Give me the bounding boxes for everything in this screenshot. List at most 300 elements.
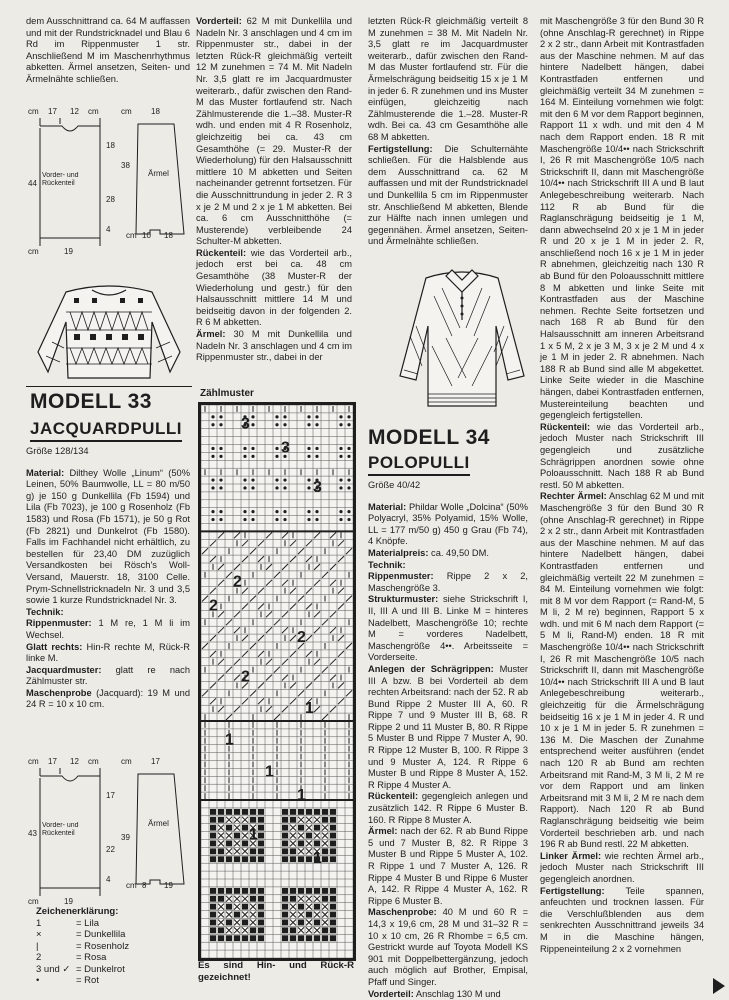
label: Ärmel: [196,329,226,340]
chart-cell-dot [283,423,286,426]
chart-cell-filled [330,825,336,831]
chart-cell-filled [258,896,264,902]
dim-label: 19 [64,247,73,256]
chart-cell-slash [226,619,232,625]
chart-cell-cross [218,920,224,926]
legend-text: = Dunkelrot [76,963,125,975]
value: 62 M mit Dunkellila und Nadeln Nr. 3 anschlagen und 4 cm im Rippenmuster str., dabei in der letzten Rück-R gleichmäßig verteilt 12 M zunehmen = 74 M. Mit Nadeln Nr. 3,5 glatt re im Jacquardmuster weiterarb., dafür zwischen den Rand-M das Muster fortlaufend str. Nach Zählmusterende die 1.–38. Muster-R wdh. und enden mit 4 R Rosenholz, gleichzeitig bei ca. 43 cm Gesamthöhe (= 29. Muster-R der Wiederholung) für den Halsausschnitt mittlere 10 M abketten und Seiten nacheinander getrennt fortsetzen. Für die Ausschnittrundung in jeder 2. R 3 x je 2 M und 2 x je 1 M abketten. Bei ca. 6 cm Ausschnitthöhe (= Musterende) verbleibende 24 Schulter-M abketten. [196,16,352,247]
chart-cell-dot [347,423,350,426]
chart-cell-slash [266,627,272,633]
chart-cell-cross [250,904,256,910]
chart-cell-slash [346,690,352,696]
chart-cell-cross [298,912,304,918]
chart-cell-dot [315,518,318,521]
value: gegengleich anlegen und zusätzlich 142. R Rippe 6 Muster B. 160. R Rippe 8 Muster A. [368,791,528,825]
chart-cell-dot [339,510,342,513]
chart-cell-filled [258,825,264,831]
chart-cell-slash [274,572,280,578]
chart-cell-slash [306,604,312,610]
value: glatt re nach Zählmuster str. [26,664,190,687]
chart-cell-cross [234,817,240,823]
chart-cell-filled [322,809,328,815]
chart-color-number: 2 [241,668,250,686]
chart-cell-filled [322,817,328,823]
chart-cell-filled [210,833,216,839]
dim-label: cm [28,897,39,906]
chart-cell-filled [250,935,256,941]
dim-label: 22 [106,845,115,854]
label: Rechter Ärmel: [540,491,607,502]
chart-cell-filled [298,920,304,926]
chart-cell-filled [298,888,304,894]
chart-color-number: 3 [241,415,250,433]
chart-cell-dot [251,486,254,489]
chart-cell-slash [282,659,288,665]
chart-cell-cross [322,920,328,926]
value: wie das Vorderteil arb., jedoch erst bei ca. 48 cm Gesamthöhe (38 Muster-R der Wiederholung und gestr.) für den Halsausschnitt mittlere 14 M und beidseitig davon in der folgenden 2. R 6 M abketten. [196,247,352,328]
chart-cell-slash [306,635,312,641]
chart-cell-filled [242,904,248,910]
chart-cell-filled [218,927,224,933]
value: Hin-R rechte M, Rück-R linke M. [26,641,190,664]
chart-cell-dot [275,423,278,426]
chart-cell-slash [242,635,248,641]
chart-cell-filled [234,935,240,941]
value: Phildar Wolle „Dolcina“ (50% Polyacryl, 35% Polyamid, 15% Wolle, LL = 177 m/50 g) 450 g Grau (Fb 74), 4 Knöpfe. [368,501,528,547]
chart-cell-filled [258,833,264,839]
chart-cell-slash [258,604,264,610]
chart-cell-dot [219,423,222,426]
chart-cell-cross [314,912,320,918]
chart-cell-slash [202,690,208,696]
value: 40 M und 60 R = 14,3 x 19,6 cm, 28 M und 31–32 R = 10 x 10 cm, 26 R Rhombe = 6,5 cm. Gestrickt wurde auf Toyota Modell KS 901 mit Doppelbettergänzung, jedoch auch möglich auf Brother, Empisal, Pfaff und Singer. [368,907,528,987]
chart-color-number: 1 [249,826,258,844]
chart-cell-filled [226,888,232,894]
chart-cell-dot [315,510,318,513]
chart-cell-filled [234,809,240,815]
legend-symbol: × [36,929,42,940]
dim-label: 17 [106,791,115,800]
chart-cell-cross [290,904,296,910]
model-34-subtitle: POLOPULLI [368,453,470,476]
chart-cell-filled [306,935,312,941]
divider [26,386,192,387]
chart-cell-slash [266,532,272,538]
col3-top-text [368,16,528,248]
chart-cell-filled [322,927,328,933]
chart-cell-cross [314,817,320,823]
chart-cell-slash [242,540,248,546]
chart-cell-filled [242,809,248,815]
chart-cell-slash [314,675,320,681]
chart-cell-dot [339,518,342,521]
legend-item [36,929,186,941]
value: Rippe 2 x 2, Maschengröße 3. [368,571,528,593]
chart-note-text: Es sind Hin- und Rück-R gezeichnet! [198,960,354,983]
chart-cell-dot [211,415,214,418]
col4-text [540,16,704,955]
chart-cell-dot [275,486,278,489]
chart-cell-filled [226,809,232,815]
chart-cell-slash [290,588,296,594]
chart-cell-filled [290,817,296,823]
legend-text: = Lila [76,917,99,929]
chart-cell-slash [274,714,280,720]
chart-cell-dot [315,447,318,450]
chart-cell-dot [243,447,246,450]
chart-cell-slash [330,532,336,538]
chart-cell-slash [242,698,248,704]
chart-cell-filled [282,848,288,854]
chart-cell-slash [282,675,288,681]
diagram-label: Vorder- und Rückenteil [42,172,79,187]
chart-cell-slash [210,683,216,689]
legend-item [36,952,186,964]
label: Rückenteil: [196,247,247,258]
chart-cell-filled [210,841,216,847]
chart-cell-cross [242,896,248,902]
chart-cell-slash [338,635,344,641]
chart-cell-dot [251,455,254,458]
chart-cell-slash [218,659,224,665]
chart-cell-dot [315,415,318,418]
chart-cell-slash [210,635,216,641]
dim-label: cm [28,107,39,116]
chart-cell-cross [314,833,320,839]
chart-cell-dot [219,510,222,513]
chart-cell-cross [298,817,304,823]
value: wie das Vorderteil arb., jedoch Muster nach Strickschrift III gegengleich und zusätzliche Schrägrippen anordnen sowie ohne Poloausschnitt. Nach 188 R ab Bund restl. 50 M abketten. [540,421,704,490]
label: Ärmel: [368,826,398,837]
dim-label: cm [126,881,137,890]
chart-cell-filled [306,888,312,894]
chart-cell-dot [211,447,214,450]
chart-cell-filled [258,935,264,941]
chart-cell-slash [338,651,344,657]
chart-cell-dot [315,455,318,458]
chart-cell-cross [306,841,312,847]
chart-cell-filled [226,841,232,847]
chart-cell-dot [219,486,222,489]
label: Maschenprobe: [368,907,437,918]
chart-cell-filled [210,896,216,902]
chart-cell-slash [314,627,320,633]
chart-cell-filled [210,848,216,854]
chart-cell-cross [242,833,248,839]
chart-cell-slash [210,588,216,594]
chart-cell-filled [210,935,216,941]
chart-cell-slash [346,643,352,649]
chart-cell-slash [250,548,256,554]
chart-cell-dot [339,423,342,426]
chart-cell-filled [242,856,248,862]
chart-cell-filled [282,920,288,926]
chart-cell-cross [298,833,304,839]
chart-cell-dot [275,510,278,513]
chart-cell-cross [290,841,296,847]
chart-cell-dot [275,415,278,418]
chart-cell-cross [218,825,224,831]
chart-cell-slash [306,588,312,594]
chart-title: Zählmuster [200,388,254,399]
chart-cell-dot [347,478,350,481]
chart-cell-dot [219,447,222,450]
chart-cell-filled [234,833,240,839]
chart-cell-filled [290,848,296,854]
chart-cell-dot [219,415,222,418]
label: Rippenmuster: [368,571,434,582]
dim-label: cm [126,231,137,240]
chart-cell-cross [234,896,240,902]
chart-cell-filled [322,856,328,862]
value: Anschlag 130 M und [415,988,501,999]
chart-cell-slash [282,564,288,570]
chart-cell-filled [322,896,328,902]
chart-cell-filled [306,833,312,839]
col1-top-text [26,16,190,86]
chart-cell-filled [258,817,264,823]
legend-item [36,964,186,976]
label: Maschenprobe [26,687,92,698]
chart-cell-dot [211,423,214,426]
chart-cell-dot [307,423,310,426]
chart-cell-filled [210,927,216,933]
chart-cell-cross [306,927,312,933]
chart-cell-filled [218,848,224,854]
legend-symbol: • [36,975,40,986]
chart-cell-filled [290,927,296,933]
sweater-illustration-model-34 [396,266,528,416]
chart-cell-slash [242,588,248,594]
chart-cell-slash [266,564,272,570]
label: Rippenmuster: [26,618,92,629]
chart-cell-slash [210,540,216,546]
chart-cell-slash [338,556,344,562]
chart-cell-cross [218,841,224,847]
chart-cell-slash [242,604,248,610]
dim-label: 12 [70,107,79,116]
value: Die Schulternähte schließen. Für die Halsblende aus dem Ausschnittrand ca. 62 M auffassen und mit der Rundstricknadel und Dunkellila 5 cm im Rippenmuster str. Anschließend M abketten, Blende zur Hälfte nach innen umlegen und gegennähen. Ärmel ansetzen, Seiten- und Ärmelnähte schließen. [368,143,528,247]
chart-color-number: 1 [305,700,314,718]
chart-cell-filled [330,833,336,839]
chart-cell-filled [234,912,240,918]
chart-cell-filled [290,856,296,862]
chart-cell-filled [282,912,288,918]
chart-cell-filled [282,841,288,847]
chart-cell-dot [251,510,254,513]
dim-label: 17 [151,757,160,766]
chart-cell-filled [258,920,264,926]
chart-cell-slash [314,580,320,586]
value: Teile spannen, anfeuchten und trocknen lassen. Für die Verschlußblenden aus dem senkrechten Ausschnittrand jeweils 34 M in die Maschine hängen, Rippeneinteilung 2 x 2 vornehmen [540,885,704,954]
dim-label: cm [28,757,39,766]
chart-cell-slash [282,580,288,586]
chart-cell-slash [234,627,240,633]
dim-label: cm [28,247,39,256]
chart-cell-dot [243,486,246,489]
chart-cell-slash [202,596,208,602]
dim-label: 18 [151,107,160,116]
chart-cell-dot [307,486,310,489]
chart-cell-slash [266,706,272,712]
chart-color-number: 3 [281,439,290,457]
sweater-illustration-model-33 [30,282,188,382]
chart-cell-dot [211,518,214,521]
legend-text: = Rosa [76,952,107,963]
chart-cell-filled [210,825,216,831]
chart-cell-filled [290,935,296,941]
chart-color-number: 1 [265,763,274,781]
chart-cell-filled [282,833,288,839]
label: Technik: [368,559,406,570]
legend-symbol: 3 und ✓ [36,963,71,975]
chart-cell-cross [314,896,320,902]
chart-cell-slash [290,556,296,562]
chart-cell-slash [234,611,240,617]
chart-cell-cross [322,825,328,831]
chart-cell-cross [306,920,312,926]
chart-cell-dot [251,478,254,481]
chart-cell-filled [330,817,336,823]
chart-cell-filled [330,856,336,862]
chart-cell-filled [218,817,224,823]
chart-cell-dot [347,455,350,458]
value: (Jacquard): 19 M und 24 R = 10 x 10 cm. [26,687,190,710]
chart-cell-slash [202,548,208,554]
chart-cell-filled [330,904,336,910]
chart-cell-dot [307,447,310,450]
chart-cell-cross [314,927,320,933]
col1-model33-text [26,446,190,711]
chart-cell-filled [258,841,264,847]
dim-label: 12 [70,757,79,766]
model-34-title: MODELL 34 [368,426,490,449]
chart-cell-slash [290,635,296,641]
value: Anschlag 62 M und mit Maschengröße 3 für den Bund 30 R (ohne Anschlag-R gerechnet) in Rippe 2 x 2 str., dann Arbeit mit Kontrastfaden aus der Maschine nehmen. M auf das hintere Nadelbett hängen, dabei Kontrastfaden entfernen und gleichmäßig verteilt 22 M zunehmen = 84 M. Einteilung vornehmen wie folgt: mit 8 M vor dem Rapport (= Rand-M, 5 M li, 2 M re) beginnen, Rapport 5 x wdh. und mit 6 M nach dem Rapport (= 5 M li, Rand-M) enden. 18 R mit Maschengröße 10/4•• nach Strickschrift I, 26 R mit Maschengröße 10/5 nach Strickschrift II, dann mit Maschengröße 10/4•• nach Strickschrift III A und B laut Anlegebeschreibung weiterarb., gleichzeitig für die Ärmelschrägung beidseitig 16 x je 1 M in jeder 4. R und 10 x je 1 M in jeder 5. R zunehmen = 136 M. Die Maschen der Zunahme entsprechend weiter ausführen (endet nach 120 R ab Bund am rechten Arbeitsrand mit Rand-M, 3 M li, 2 M re vor dem Rapport und am linken Arbeitsrand mit 3 M li, 2 M re nach dem Rapport). Nach 120 R ab Bund Raglanschrägung beidseitig wie beim Vorderteil beschrieben arb. und nach 196 R ab Bund restl. 22 M abketten. [540,491,704,850]
chart-cell-filled [282,927,288,933]
label: Rückenteil: [368,791,419,802]
chart-cell-slash [218,532,224,538]
dim-label: 38 [121,161,130,170]
chart-cell-slash [330,659,336,665]
chart-cell-slash [234,564,240,570]
chart-cell-slash [266,659,272,665]
symbol-legend [36,906,186,987]
chart-cell-dot [275,518,278,521]
dim-label: 39 [121,833,130,842]
chart-cell-slash [306,683,312,689]
chart-cell-slash [218,675,224,681]
chart-cell-slash [210,651,216,657]
chart-cell-filled [314,935,320,941]
chart-cell-slash [314,564,320,570]
chart-cell-dot [347,447,350,450]
chart-cell-cross [290,920,296,926]
chart-cell-filled [282,809,288,815]
chart-cell-dot [307,478,310,481]
dim-label: 18 [106,141,115,150]
chart-cell-filled [242,920,248,926]
chart-cell-filled [314,888,320,894]
chart-cell-dot [283,478,286,481]
chart-cell-dot [243,518,246,521]
chart-cell-slash [218,580,224,586]
chart-cell-slash [306,540,312,546]
chart-cell-filled [250,856,256,862]
chart-cell-filled [322,888,328,894]
chart-cell-slash [282,706,288,712]
chart-cell-cross [322,912,328,918]
chart-cell-cross [234,920,240,926]
chart-cell-filled [218,935,224,941]
chart-cell-dot [283,518,286,521]
chart-note [198,960,354,983]
chart-cell-cross [242,927,248,933]
chart-cell-cross [218,833,224,839]
chart-cell-cross [234,927,240,933]
chart-cell-slash [346,596,352,602]
chart-cell-filled [306,809,312,815]
paragraph: letzten Rück-R gleichmäßig verteilt 8 M zunehmen = 38 M. Mit Nadeln Nr. 3,5 glatt re im Jacquardmuster weiterarb., dafür zwischen den Rand-M das Muster fortlaufend str. Für die Ärmelschrägung beidseitig 15 x je 1 M in jeder 6. R zunehmen und ins Muster einfügen, gleichzeitig nach Zählmusterende die 1.–28. Muster-R wdh. Bei ca. 43 cm Gesamthöhe alle 68 M abketten. [368,16,528,142]
chart-cell-cross [306,825,312,831]
col3-model34-text [368,480,528,1000]
chart-cell-cross [306,896,312,902]
value: ca. 49,50 DM. [431,547,489,558]
chart-cell-slash [218,627,224,633]
next-page-arrow-icon[interactable] [713,978,725,994]
chart-cell-dot [275,478,278,481]
chart-cell-slash [250,690,256,696]
chart-cell-filled [314,825,320,831]
chart-cell-slash [330,580,336,586]
chart-cell-slash [234,706,240,712]
chart-cell-filled [258,904,264,910]
legend-item [36,941,186,953]
chart-cell-cross [290,825,296,831]
chart-cell-filled [210,904,216,910]
chart-cell-filled [282,935,288,941]
chart-color-number: 1 [313,850,322,868]
chart-cell-filled [210,888,216,894]
chart-cell-cross [234,825,240,831]
chart-cell-filled [298,935,304,941]
chart-cell-slash [218,564,224,570]
chart-cell-slash [258,556,264,562]
chart-cell-slash [250,596,256,602]
chart-cell-dot [219,478,222,481]
chart-cell-dot [211,478,214,481]
chart-cell-slash [314,611,320,617]
chart-cell-dot [347,486,350,489]
chart-cell-filled [330,848,336,854]
chart-cell-slash [314,706,320,712]
material-text: Dilthey Wolle „Linum“ (50% Leinen, 50% Baumwolle, LL = 80 m/50 g) je 150 g Dunkellila (Fb 1594) und Lila (Fb 7023), je 100 g Rosenholz (Fb 1583) und Rosa (Fb 1571), je 50 g Rot (Fb 2821) und Dunkelrot (Fb 1580). Falls im Fachhandel nicht erhältlich, zu bestellen für 23,40 DM zuzüglich Versandkosten bei Rösch's Woll-Versand, Mauerstr. 18, 3100 Celle. Prym-Schnellstricknadeln Nr. 3 und 3,5 sowie 1 kurze Rundstricknadel Nr. 3. [26,467,190,606]
chart-cell-filled [330,912,336,918]
chart-cell-slash [338,604,344,610]
chart-cell-slash [266,675,272,681]
chart-cell-slash [314,532,320,538]
chart-cell-cross [322,841,328,847]
chart-cell-dot [347,415,350,418]
chart-cell-dot [243,455,246,458]
knitting-chart-grid [201,405,353,958]
chart-cell-dot [283,486,286,489]
chart-cell-cross [298,848,304,854]
chart-cell-filled [250,927,256,933]
chart-cell-slash [258,651,264,657]
legend-symbol: 2 [36,952,42,963]
chart-cell-filled [314,904,320,910]
